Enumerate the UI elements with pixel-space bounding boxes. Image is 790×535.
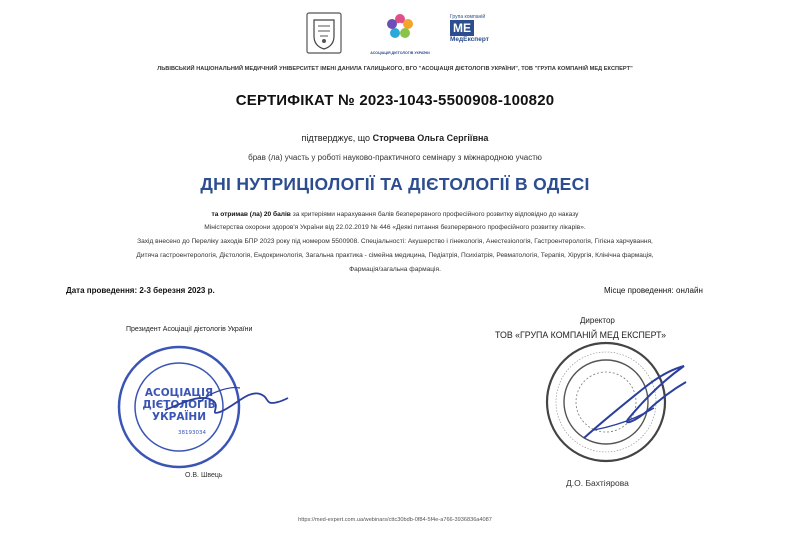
event-title: ДНІ НУТРИЦІОЛОГІЇ ТА ДІЄТОЛОГІЇ В ОДЕСІ: [200, 174, 590, 194]
event-place: Місце проведення: онлайн: [604, 286, 703, 295]
president-signature: [160, 372, 290, 422]
dietitians-association-logo: [364, 10, 436, 56]
certificate-title: СЕРТИФІКАТ № 2023-1043-5500908-100820: [235, 92, 555, 109]
stamp-line-3: УКРАЇНИ: [152, 411, 206, 423]
participant-name: Сторчева Ольга Сергіївна: [372, 133, 489, 143]
director-name: Д.О. Бахтіярова: [566, 478, 629, 488]
director-organization: ТОВ «ГРУПА КОМПАНІЙ МЕД ЕКСПЕРТ»: [495, 330, 667, 340]
med-expert-logo: [450, 14, 510, 54]
specialties-line-3: Фармація/загальна фармація.: [349, 266, 441, 273]
stamp-line-1: АСОЦІАЦІЯ: [144, 387, 214, 399]
president-name: О.В. Швець: [185, 472, 223, 479]
organizers-line: ЛЬВІВСЬКИЙ НАЦІОНАЛЬНИЙ МЕДИЧНИЙ УНІВЕРСИТЕТ ІМЕНІ ДАНИЛА ГАЛИЦЬКОГО, ВГО "АСОЦІАЦІЯ ДІЄТОЛОГІВ УКРАЇНИ", ТОВ "ГРУПА КОМПАНІЙ МЕД ЕКСПЕРТ": [157, 66, 633, 72]
confirmation-line: [0, 133, 790, 143]
president-title: Президент Асоціації дієтологів України: [126, 326, 253, 333]
university-crest-icon: [306, 12, 342, 54]
association-caption: АСОЦІАЦІЯ ДІЄТОЛОГІВ УКРАЇНИ: [370, 51, 430, 55]
specialties-line-2: Дитяча гастроентерологія, Дієтологія, Ендокринологія, Загальна практика - сімейна медицина, Педіатрія, Психіатрія, Ревматологія, Терапія, Хірургія, Клінічна фармація,: [136, 252, 654, 259]
director-title: Директор: [580, 316, 615, 325]
stamp-line-2: ДІЄТОЛОГІВ: [142, 399, 216, 411]
company-top-label: Група компаній: [450, 14, 486, 20]
event-date: Дата проведення: 2-3 березня 2023 р.: [66, 286, 215, 295]
stamp-code: 38193034: [178, 430, 206, 436]
registry-line: Захід внесено до Переліку заходів БПР 2023 року під номером 5500908. Спеціальності: Акушерство і гінекологія, Анестезіологія, Гастроентерологія, Гігієна харчування,: [137, 238, 653, 245]
director-signature: [574, 360, 694, 450]
confirm-prefix: підтверджує, що: [301, 133, 371, 143]
points-rest: за критеріями нарахування балів безперервного професійного розвитку відповідно до наказу: [292, 211, 579, 218]
points-line: [0, 211, 790, 218]
flower-icon: [364, 10, 436, 44]
points-prefix: та отримав (ла) 20 балів: [211, 211, 291, 218]
company-mark: МЕ: [450, 20, 474, 36]
company-name-label: МедЕксперт: [450, 36, 489, 43]
verification-url[interactable]: https://med-expert.com.ua/webinars/cttc30bdb-0f84-5f4e-a766-3936836a4087: [298, 517, 492, 523]
order-line: Міністерства охорони здоров'я України від 22.02.2019 № 446 «Деякі питання безперервного професійного розвитку лікарів».: [204, 224, 586, 231]
logo-bar: [0, 10, 790, 58]
participation-line: брав (ла) участь у роботі науково-практичного семінару з міжнародною участю: [248, 153, 542, 162]
